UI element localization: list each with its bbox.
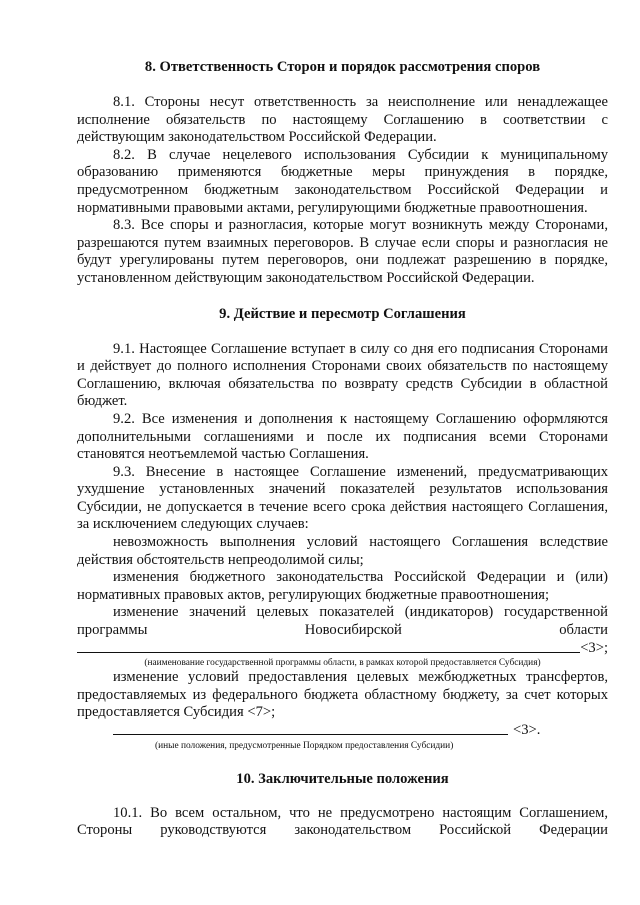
- clause-10-1: 10.1. Во всем остальном, что не предусмотрено настоящим Соглашением, Стороны руководствуются законодательством Российской Федерации: [77, 804, 608, 839]
- section-10-title: 10. Заключительные положения: [236, 770, 449, 787]
- section-8-title: 8. Ответственность Сторон и порядок рассмотрения споров: [144, 59, 541, 75]
- program-name-fill-row: [77, 640, 608, 658]
- other-provisions-caption: (иные положения, предусмотренные Порядком предоставления Субсидии): [155, 740, 454, 751]
- clause-9-1: 9.1. Настоящее Соглашение вступает в силу со дня его подписания Сторонами и действует до полного исполнения Сторонами своих обязательств по настоящему Соглашению, включая обязательства по возврату средств Субсидии в областной бюджет.: [77, 340, 608, 410]
- case-indicator-change: изменение значений целевых показателей (индикаторов) государственной программы Новосибирской области: [77, 604, 608, 639]
- clause-8-3: 8.3. Все споры и разногласия, которые могут возникнуть между Сторонами, разрешаются путем взаимных переговоров. В случае если споры и разногласия не будут урегулированы путем переговоров, они подлежат разрешению в порядке, установленном действующим законодательством Российской Федерации.: [77, 217, 608, 286]
- section-9-title: 9. Действие и пересмотр Соглашения: [219, 305, 466, 322]
- clause-9-3: 9.3. Внесение в настоящее Соглашение изменений, предусматривающих ухудшение установленных значений показателей результатов использования Субсидии, не допускается в течение всего срока действия настоящего Соглашения, за исключением следующих случаев:: [77, 463, 608, 533]
- other-provisions-fill-row: [77, 722, 608, 740]
- clause-9-2: 9.2. Все изменения и дополнения к настоящему Соглашению оформляются дополнительными соглашениями и после их подписания всеми Сторонами становятся неотъемлемой частью Соглашения.: [77, 410, 608, 463]
- document-content: [77, 58, 608, 840]
- program-name-caption: (наименование государственной программы области, в рамках которой предоставляется Субсидия): [144, 658, 541, 669]
- other-provisions-blank[interactable]: [113, 734, 508, 735]
- footnote-ref-3a: <3>;: [580, 639, 608, 656]
- clause-8-2: 8.2. В случае нецелевого использования Субсидии к муниципальному образованию применяются бюджетные меры принуждения в порядке, предусмотренном бюджетным законодательством Российской Федерации и нормативными правовыми актами, регулирующими бюджетные правоотношения.: [77, 146, 608, 216]
- case-transfer-conditions: изменение условий предоставления целевых межбюджетных трансфертов, предоставляемых из федерального бюджета областному бюджету, за счет которых предоставляется Субсидия <7>;: [77, 669, 608, 721]
- clause-8-1: 8.1. Стороны несут ответственность за неисполнение или ненадлежащее исполнение обязательств по настоящему Соглашению в соответствии с действующим законодательством Российской Федерации.: [77, 94, 608, 146]
- program-name-blank[interactable]: [77, 652, 580, 653]
- case-legislation-change: изменения бюджетного законодательства Российской Федерации и (или) нормативных правовых актов, регулирующих бюджетные правоотношения;: [77, 569, 608, 603]
- case-force-majeure: невозможность выполнения условий настоящего Соглашения вследствие действия обстоятельств непреодолимой силы;: [77, 534, 608, 568]
- footnote-ref-3b: <3>.: [513, 722, 541, 738]
